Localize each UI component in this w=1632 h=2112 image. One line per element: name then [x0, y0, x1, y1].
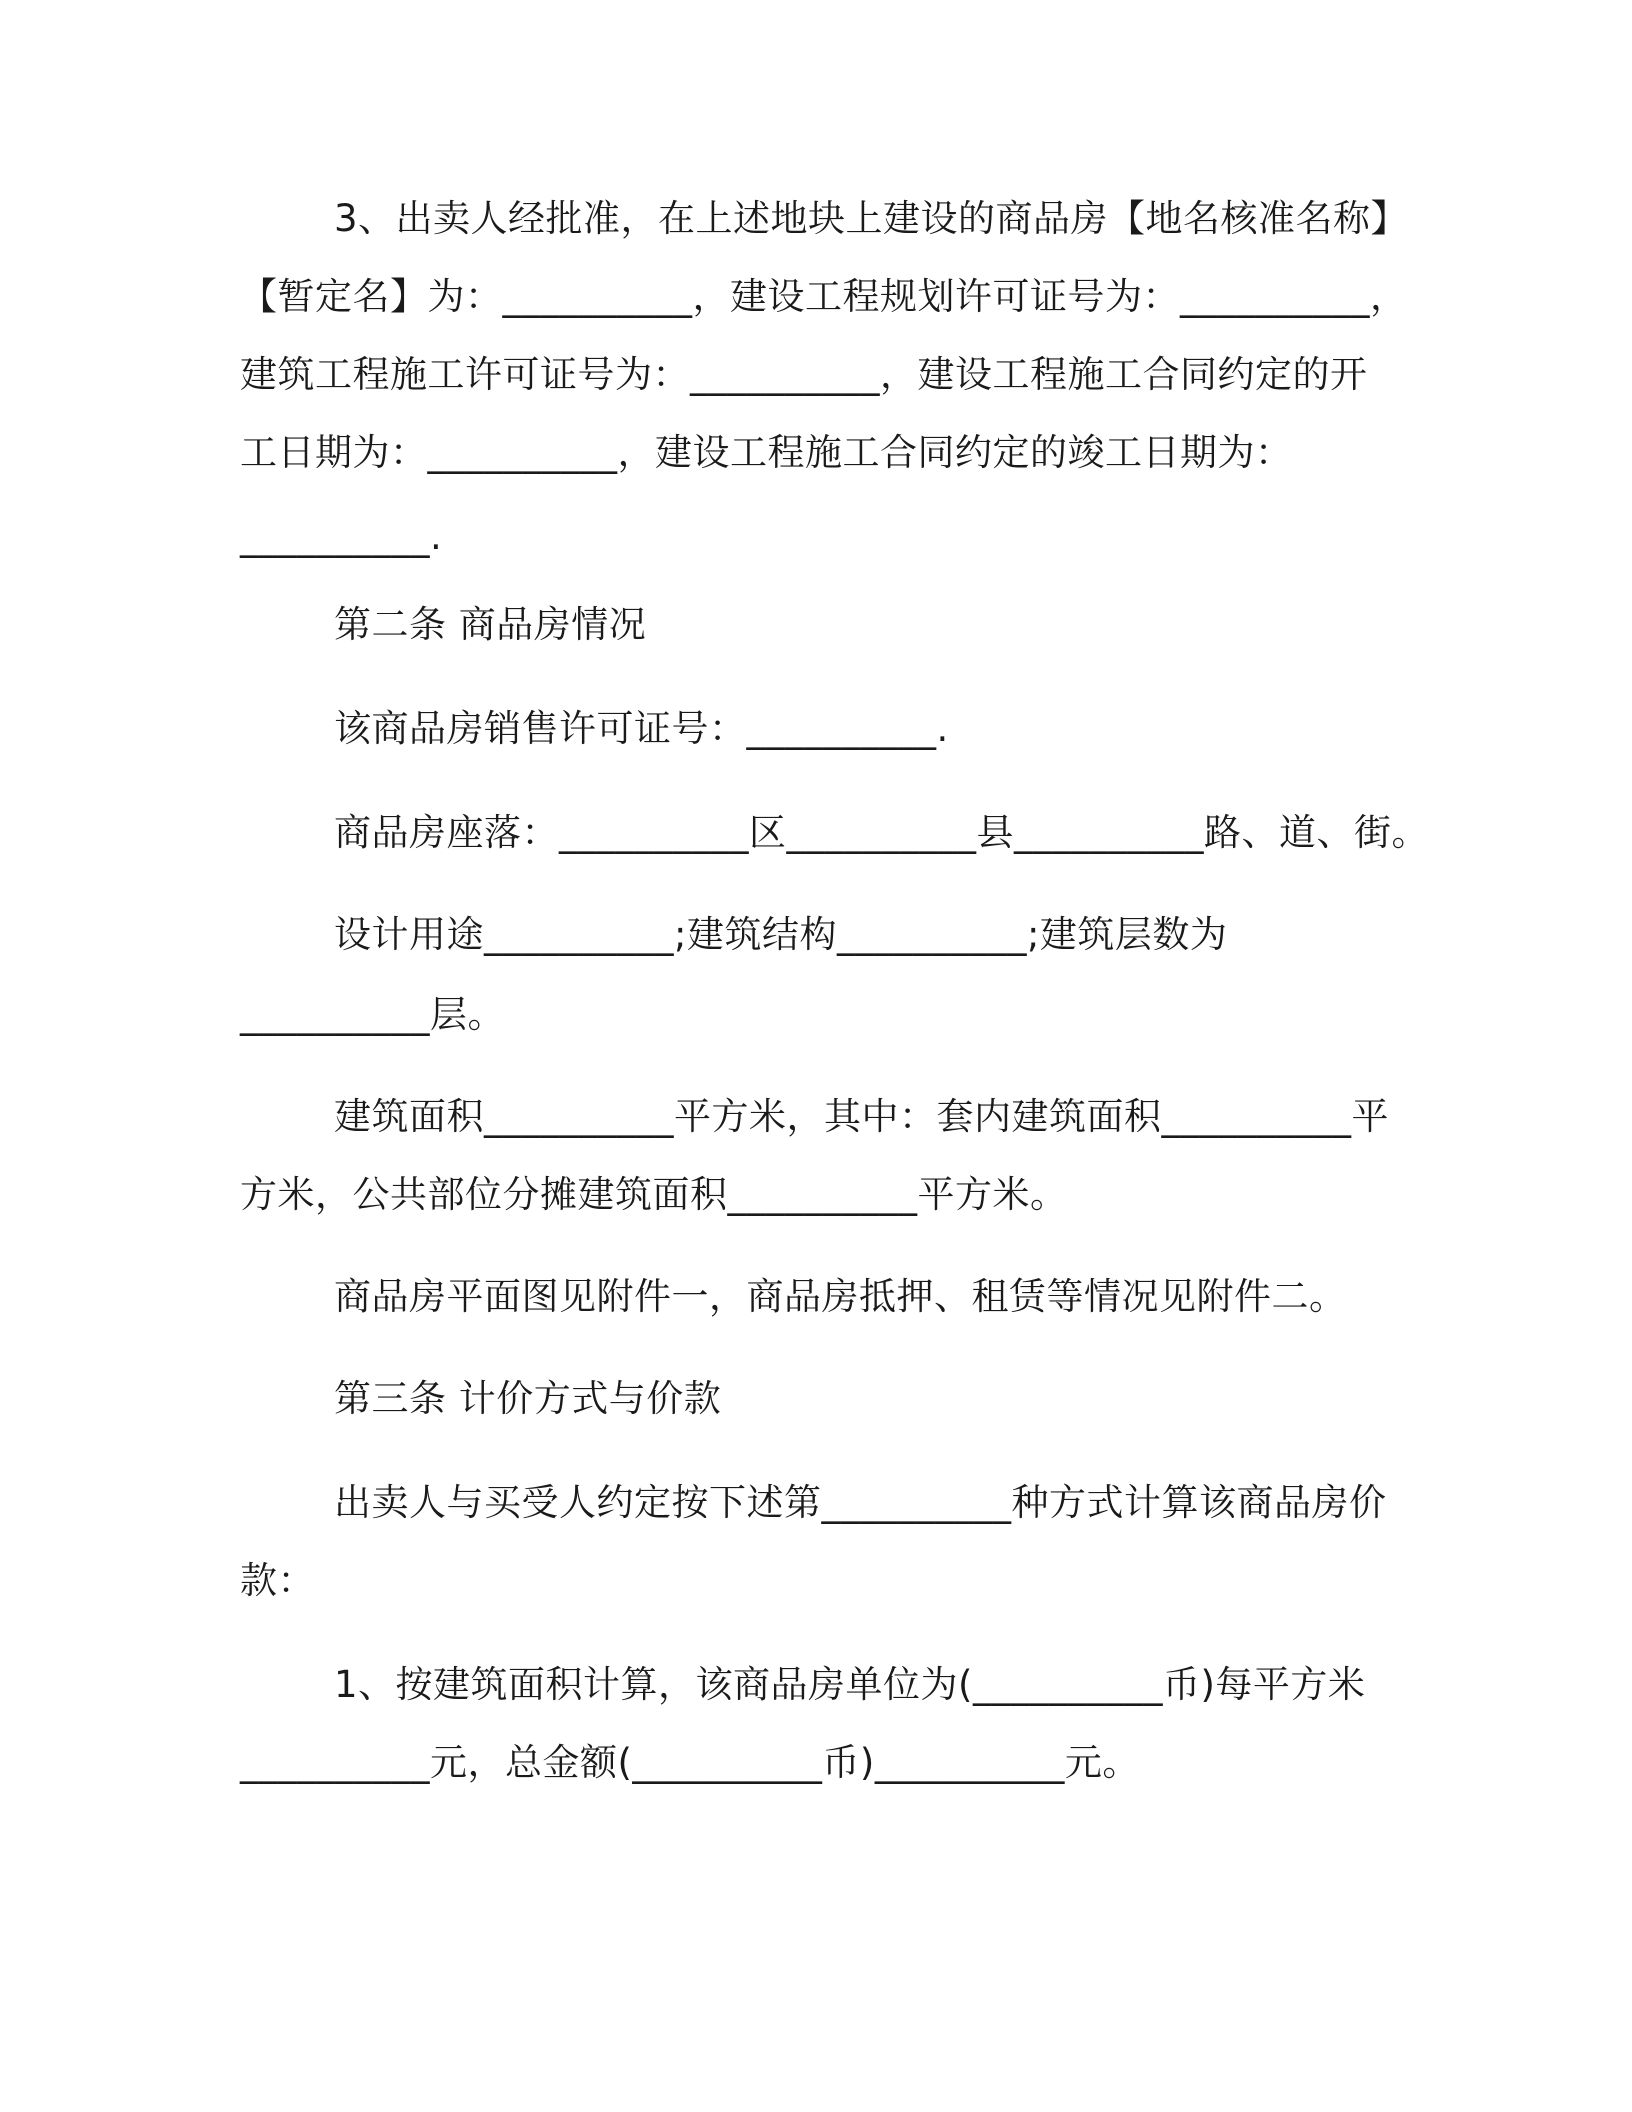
paragraph-line: 工日期为：__________，建设工程施工合同约定的竣工日期为：: [240, 431, 1293, 474]
paragraph-line: 建筑工程施工许可证号为：__________，建设工程施工合同约定的开: [240, 353, 1368, 396]
section-heading-3: 第三条 计价方式与价款: [334, 1377, 722, 1420]
paragraph-line: 1、按建筑面积计算，该商品房单位为(__________币)每平方米: [334, 1663, 1366, 1706]
paragraph-line: __________层。: [240, 993, 505, 1036]
paragraph-line: 3、出卖人经批准，在上述地块上建设的商品房【地名核准名称】: [334, 197, 1409, 240]
paragraph-line: 商品房座落：__________区__________县__________路、道、街。: [334, 811, 1429, 854]
paragraph-line: 出卖人与买受人约定按下述第__________种方式计算该商品房价: [334, 1481, 1387, 1524]
paragraph-line: 【暂定名】为：__________，建设工程规划许可证号为：__________，: [240, 275, 1408, 318]
paragraph-line: __________元，总金额(__________币)__________元。: [240, 1741, 1140, 1784]
paragraph-line: 建筑面积__________平方米，其中：套内建筑面积__________平: [334, 1095, 1389, 1138]
paragraph-line: 该商品房销售许可证号：__________.: [334, 707, 949, 750]
section-heading-2: 第二条 商品房情况: [334, 603, 647, 646]
paragraph-line: 商品房平面图见附件一，商品房抵押、租赁等情况见附件二。: [334, 1275, 1347, 1318]
paragraph-line: 设计用途__________;建筑结构__________;建筑层数为: [334, 913, 1228, 956]
paragraph-line: __________.: [240, 515, 443, 558]
paragraph-line: 方米，公共部位分摊建筑面积__________平方米。: [240, 1173, 1068, 1216]
paragraph-line: 款：: [240, 1559, 315, 1602]
